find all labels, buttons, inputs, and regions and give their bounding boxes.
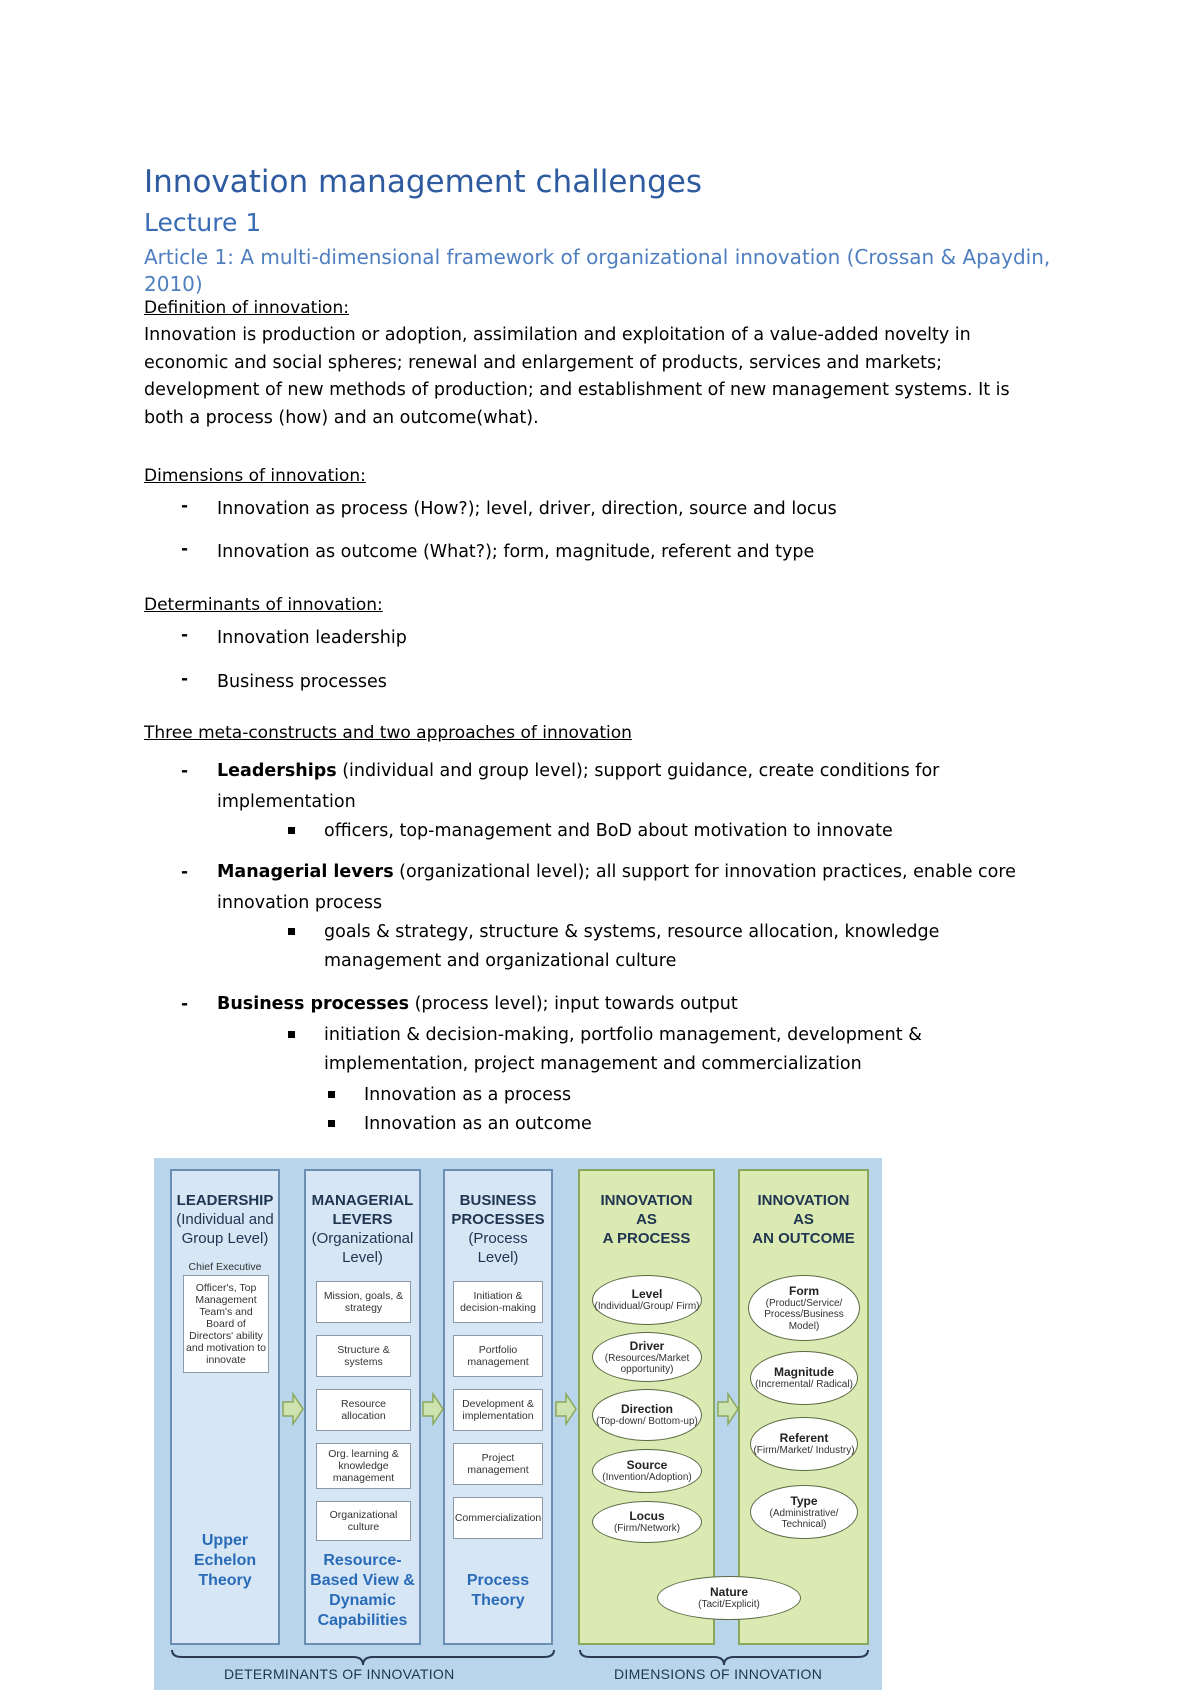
col-sub-text: Level) <box>342 1249 383 1266</box>
theory-line: Capabilities <box>317 1612 408 1629</box>
type-oval <box>750 1485 858 1539</box>
innovation-process-column <box>578 1169 715 1645</box>
theory-line: Process <box>466 1572 530 1589</box>
nature-oval <box>657 1576 801 1620</box>
col-title-text: INNOVATION <box>757 1192 850 1209</box>
col-sub-text: Level) <box>477 1249 519 1266</box>
leadership-column <box>170 1169 280 1645</box>
process-box: Project management <box>453 1443 543 1485</box>
process-box: Commercialization <box>453 1497 543 1539</box>
oval-title: Direction <box>620 1402 673 1417</box>
processes-bold: Business processes <box>217 994 410 1014</box>
magnitude-oval <box>750 1351 858 1405</box>
col-title-text: LEVERS <box>332 1211 393 1228</box>
determinants-footer: DETERMINANTS OF INNOVATION <box>224 1666 455 1682</box>
document-title: Innovation management challenges <box>144 164 703 200</box>
oval-title: Source <box>626 1458 668 1473</box>
oval-sub: (Firm/Market/ Industry) <box>753 1445 855 1457</box>
dimensions-item: Innovation as outcome (What?); form, magnitude, referent and type <box>217 542 815 562</box>
source-oval <box>592 1449 702 1493</box>
col-title-text: AN OUTCOME <box>752 1230 855 1247</box>
upper-echelon-theory <box>172 1531 278 1591</box>
lecture-heading: Lecture 1 <box>144 208 262 237</box>
process-box: Portfolio management <box>453 1335 543 1377</box>
leadership-item <box>217 756 939 787</box>
leadership-sub: officers, top-management and BoD about motivation to innovate <box>324 821 893 841</box>
definition-line: economic and social spheres; renewal and enlargement of products, services and markets; <box>144 352 943 373</box>
dash-bullet: - <box>181 761 189 781</box>
leadership-line2: implementation <box>217 792 356 812</box>
col-sub-text: (Process <box>468 1230 528 1247</box>
direction-oval <box>592 1389 702 1441</box>
process-box: Development & implementation <box>453 1389 543 1431</box>
square-bullet <box>288 827 295 834</box>
oval-sub: (Administrative/ Technical) <box>769 1507 839 1530</box>
lever-box: Org. learning & knowledge management <box>316 1443 411 1489</box>
lever-box: Mission, goals, & strategy <box>316 1281 411 1323</box>
square-bullet <box>328 1091 335 1098</box>
business-processes-column <box>443 1169 553 1645</box>
leadership-text: (individual and group level); support guidance, create conditions for <box>336 761 940 781</box>
oval-title: Referent <box>779 1431 829 1446</box>
definition-line: both a process (how) and an outcome(what). <box>144 407 539 428</box>
levers-line2: innovation process <box>217 893 383 913</box>
levers-sub: goals & strategy, structure & systems, resource allocation, knowledge <box>324 922 940 942</box>
processes-sub: initiation & decision-making, portfolio management, development & <box>324 1025 922 1045</box>
oval-sub: (Firm/Network) <box>613 1523 681 1535</box>
col-title-text: AS <box>636 1211 657 1228</box>
col-title-text: INNOVATION <box>600 1192 693 1209</box>
form-oval <box>748 1275 860 1341</box>
managerial-levers-column <box>304 1169 421 1645</box>
dash-bullet: - <box>181 625 189 645</box>
meta-heading: Three meta-constructs and two approaches of innovation <box>144 723 632 743</box>
oval-sub: (Incremental/ Radical) <box>755 1379 853 1391</box>
levers-item <box>217 857 1016 888</box>
dash-bullet: - <box>181 669 189 689</box>
oval-sub: (Product/Service/ Process/Business Model) <box>764 1297 844 1332</box>
lever-box: Resource allocation <box>316 1389 411 1431</box>
theory-line: Dynamic <box>329 1592 396 1609</box>
col-sub-text: Group Level) <box>181 1230 269 1247</box>
square-bullet <box>288 928 295 935</box>
col-title-text: BUSINESS <box>459 1192 537 1209</box>
lever-box: Organizational culture <box>316 1501 411 1541</box>
definition-line: Innovation is production or adoption, assimilation and exploitation of a value-added novelty in <box>144 325 971 345</box>
oval-sub: (Individual/Group/ Firm) <box>594 1301 700 1313</box>
oval-title: Form <box>789 1283 819 1298</box>
lever-box: Structure & systems <box>316 1335 411 1377</box>
driver-oval <box>592 1332 702 1382</box>
arrow-right-icon <box>282 1392 304 1426</box>
definition-paragraph <box>144 322 1064 432</box>
oval-title: Magnitude <box>774 1365 834 1380</box>
resource-based-view-theory <box>306 1551 419 1631</box>
process-box: Initiation & decision-making <box>453 1281 543 1323</box>
arrow-right-icon <box>717 1392 739 1426</box>
levers-text: (organizational level); all support for innovation practices, enable core <box>393 862 1016 882</box>
determinants-brace <box>170 1648 556 1666</box>
oval-title: Level <box>631 1287 663 1302</box>
innovation-outcome-column <box>738 1169 869 1645</box>
theory-line: Echelon <box>193 1552 257 1569</box>
col-title-text: LEADERSHIP <box>176 1192 274 1209</box>
dimensions-footer: DIMENSIONS OF INNOVATION <box>614 1666 823 1682</box>
oval-sub: (Top-down/ Bottom-up) <box>596 1416 698 1428</box>
square-bullet <box>328 1120 335 1127</box>
dimensions-item: Innovation as process (How?); level, driver, direction, source and locus <box>217 499 837 519</box>
col-sub-text: (Individual and <box>176 1211 274 1228</box>
oval-title: Type <box>790 1493 818 1508</box>
innovation-process-title <box>580 1191 713 1248</box>
dimensions-brace <box>578 1648 870 1666</box>
locus-oval <box>592 1501 702 1543</box>
processes-sub: implementation, project management and commercialization <box>324 1054 862 1074</box>
process-theory <box>445 1571 551 1611</box>
determinants-item: Innovation leadership <box>217 628 407 648</box>
oval-sub: (Invention/Adoption) <box>602 1472 692 1484</box>
innovation-outcome-title <box>740 1191 867 1248</box>
arrow-right-icon <box>422 1392 444 1426</box>
determinants-item: Business processes <box>217 672 387 692</box>
processes-subsub: Innovation as a process <box>364 1085 572 1105</box>
oval-sub: (Tacit/Explicit) <box>698 1599 760 1611</box>
definition-heading: Definition of innovation: <box>144 298 349 318</box>
oval-title: Nature <box>709 1585 748 1600</box>
levers-title <box>306 1191 419 1267</box>
innovation-framework-figure <box>154 1158 882 1690</box>
dash-bullet: - <box>181 994 189 1014</box>
processes-title <box>445 1191 551 1267</box>
dash-bullet: - <box>181 862 189 882</box>
processes-text: (process level); input towards output <box>409 994 738 1014</box>
processes-item <box>217 989 738 1020</box>
definition-line: development of new methods of production; and establishment of new management systems. It is <box>144 380 1010 400</box>
dash-bullet: - <box>181 539 189 559</box>
leadership-title <box>172 1191 278 1248</box>
col-sub-text: (Organizational <box>311 1230 414 1247</box>
theory-line: Theory <box>471 1592 525 1609</box>
referent-oval <box>750 1417 858 1471</box>
theory-line: Based View & <box>310 1572 415 1589</box>
col-title-text: A PROCESS <box>602 1230 691 1247</box>
theory-line: Resource- <box>323 1552 402 1569</box>
dash-bullet: - <box>181 496 189 516</box>
levers-bold: Managerial levers <box>217 862 394 882</box>
oval-title: Driver <box>629 1338 665 1353</box>
oval-title: Locus <box>629 1509 665 1524</box>
square-bullet <box>288 1031 295 1038</box>
col-title-text: AS <box>793 1211 814 1228</box>
ceo-label: Chief Executive <box>188 1261 262 1273</box>
article-heading: Article 1: A multi-dimensional framework of organizational innovation (Crossan & Apaydin, 2010) <box>144 245 1051 296</box>
col-title-text: PROCESSES <box>451 1211 545 1228</box>
oval-sub: (Resources/Market opportunity) <box>604 1352 690 1375</box>
col-title-text: MANAGERIAL <box>311 1192 414 1209</box>
determinants-heading: Determinants of innovation: <box>144 595 383 615</box>
arrow-right-icon <box>555 1392 577 1426</box>
leadership-bold: Leaderships <box>217 761 337 781</box>
processes-subsub: Innovation as an outcome <box>364 1114 592 1134</box>
theory-line: Theory <box>198 1572 252 1589</box>
level-oval <box>592 1275 702 1325</box>
dimensions-heading: Dimensions of innovation: <box>144 466 366 486</box>
ceo-box: Officer's, Top Management Team's and Board of Directors' ability and motivation to innovate <box>183 1275 269 1373</box>
theory-line: Upper <box>201 1532 249 1549</box>
levers-sub: management and organizational culture <box>324 951 677 971</box>
